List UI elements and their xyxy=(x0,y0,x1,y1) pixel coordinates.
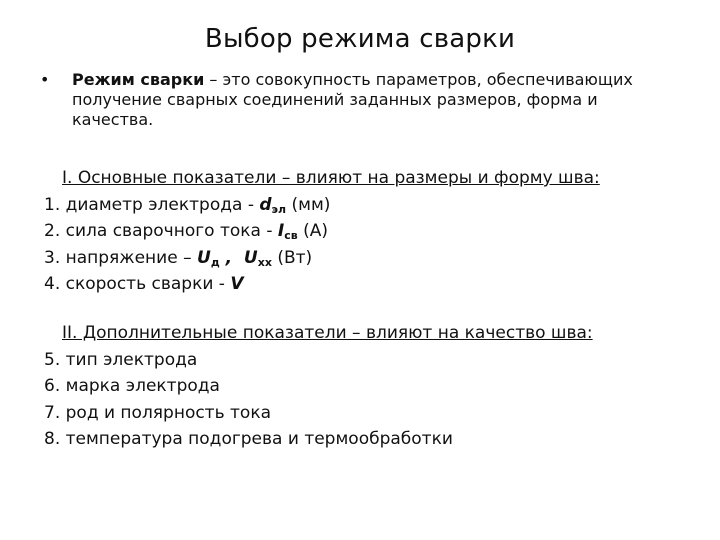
main-parameters-section xyxy=(44,165,704,298)
main-parameters-heading: I. Основные показатели – влияют на размеры и форму шва: xyxy=(62,168,600,188)
symbol-i: I xyxy=(277,221,285,241)
list-item: 8. температура подогрева и термообработки xyxy=(44,429,453,449)
definition-term: Режим сварки xyxy=(72,70,205,89)
list-item: 6. марка электрода xyxy=(44,376,220,396)
item-text: 3. напряжение – xyxy=(44,247,197,268)
separator-text: , xyxy=(219,247,244,268)
unit-text: (А) xyxy=(297,221,329,241)
symbol-u-arc: U xyxy=(197,247,211,268)
unit-text: (Вт) xyxy=(271,247,313,268)
item-text: 2. сила сварочного тока - xyxy=(44,221,278,241)
item-text: 4. скорость сварки - xyxy=(44,274,231,294)
symbol-d: d xyxy=(259,194,272,215)
subscript-hh: хх xyxy=(257,255,272,269)
subscript-el: эл xyxy=(271,202,287,216)
list-item: 7. род и полярность тока xyxy=(44,402,272,423)
symbol-v: V xyxy=(230,274,244,294)
bullet-icon: • xyxy=(40,70,50,89)
definition-text xyxy=(72,70,680,130)
definition-bullet-item xyxy=(40,70,680,130)
subscript-sv: св xyxy=(284,229,298,242)
item-text: 1. диаметр электрода - xyxy=(44,194,260,215)
list-item-voltage xyxy=(44,245,704,272)
additional-parameters-section xyxy=(44,320,704,453)
list-item-welding-current xyxy=(44,218,704,245)
unit-text: (мм) xyxy=(286,194,331,215)
symbol-u-idle: U xyxy=(243,247,258,268)
definition-body: – это совокупность параметров, обеспечивающих получение сварных соединений заданных размеров, форма и качества. xyxy=(72,70,633,129)
slide-title: Выбор режима сварки xyxy=(204,24,516,54)
list-item: 5. тип электрода xyxy=(44,349,198,370)
additional-parameters-heading: II. Дополнительные показатели – влияют на качество шва: xyxy=(62,323,593,343)
list-item-welding-speed xyxy=(44,271,704,298)
list-item-electrode-diameter xyxy=(44,192,704,219)
subscript-d: д xyxy=(210,255,220,269)
